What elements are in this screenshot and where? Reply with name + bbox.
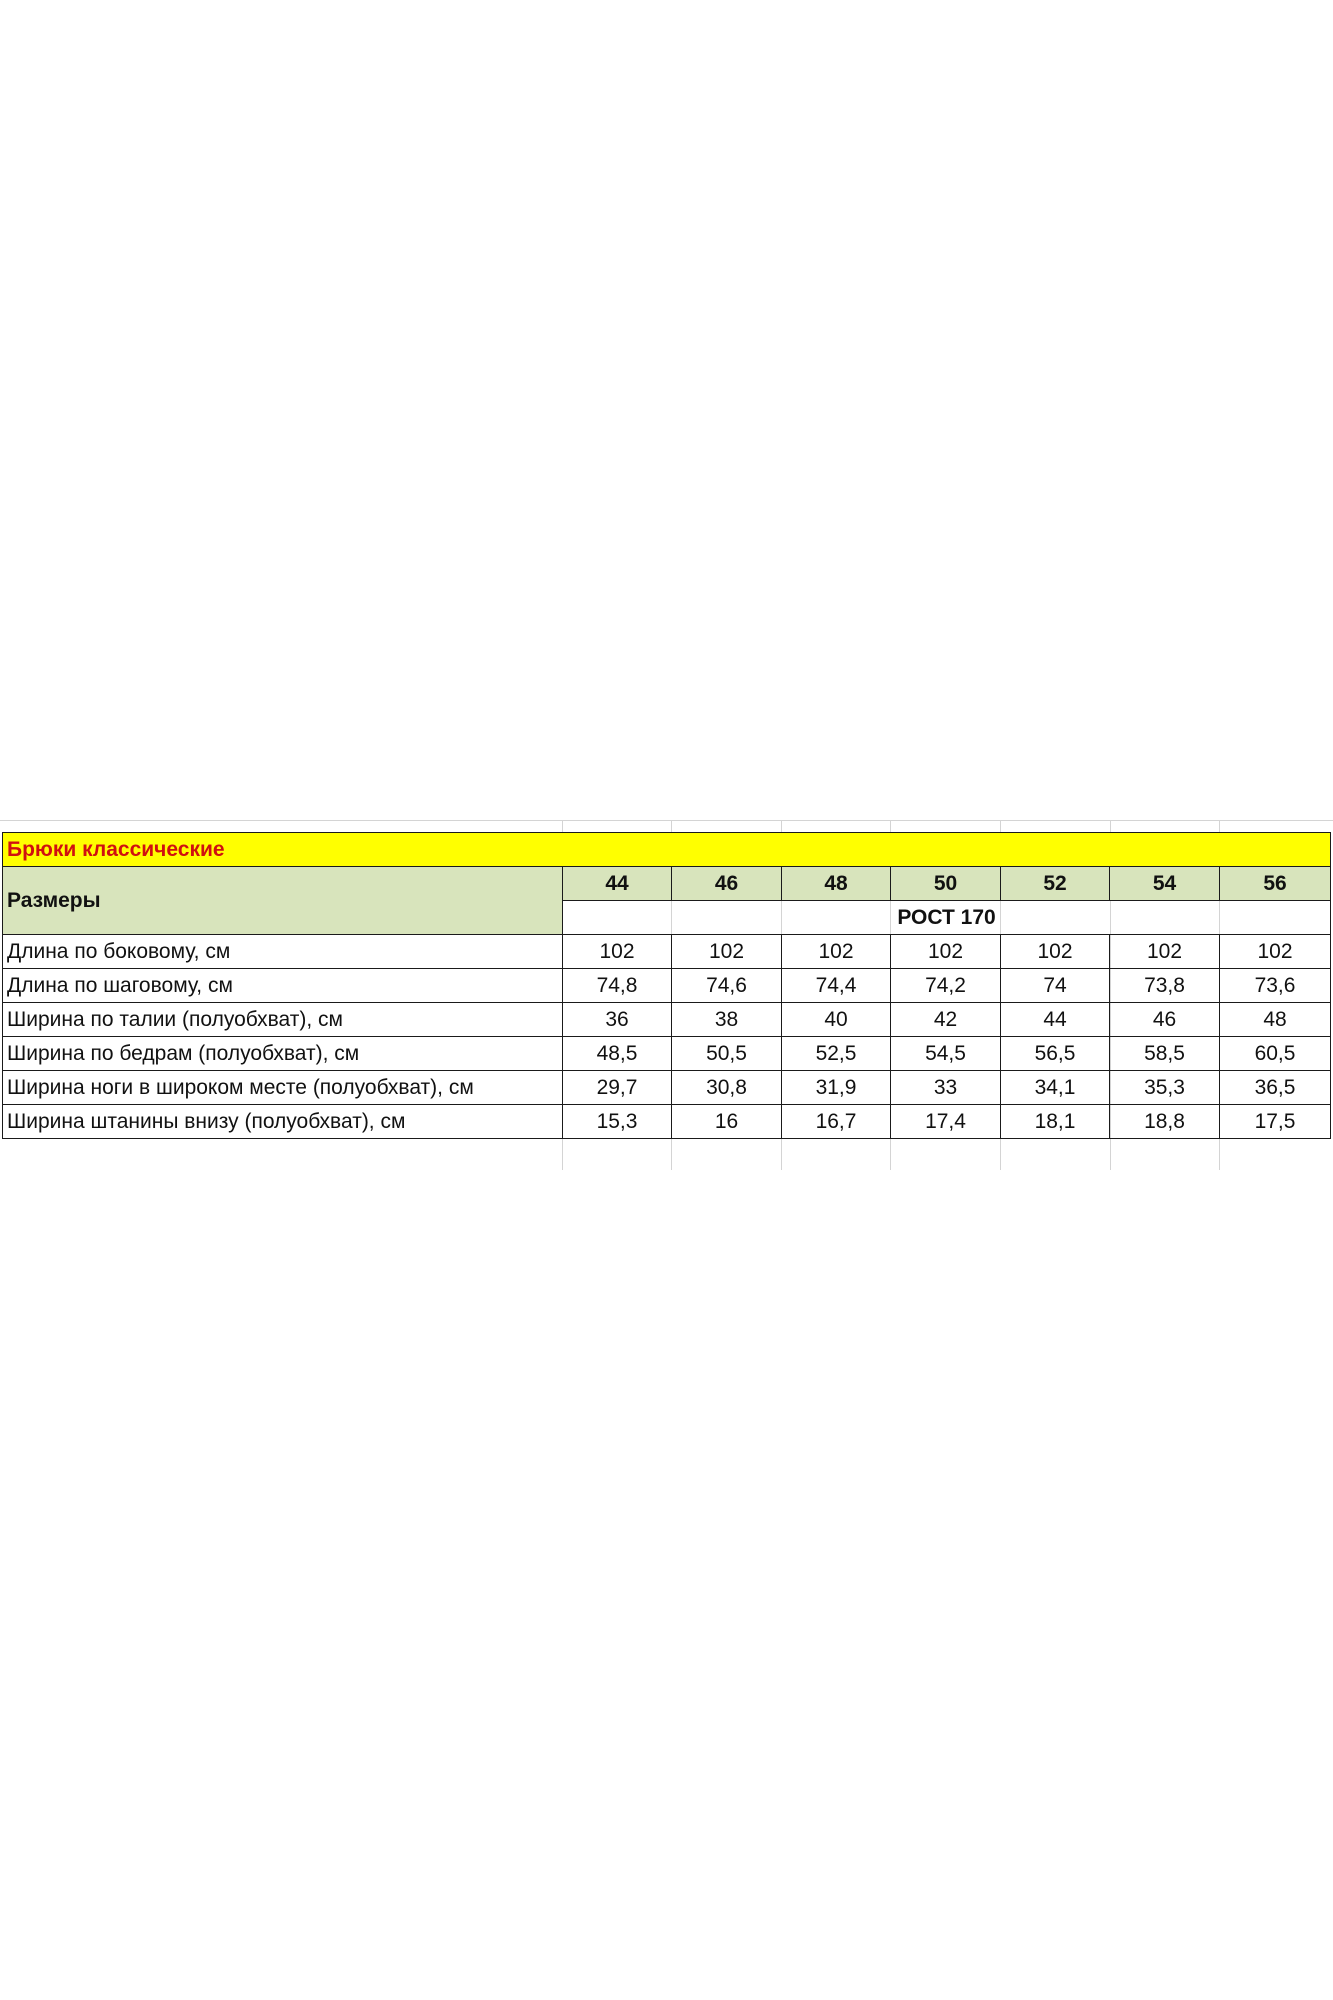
measurement-value[interactable]: 102 — [782, 935, 891, 969]
size-header[interactable]: 50 — [891, 867, 1001, 901]
measurement-value[interactable]: 74 — [1001, 969, 1110, 1003]
measurement-value[interactable]: 33 — [891, 1071, 1001, 1105]
measurement-value[interactable]: 34,1 — [1001, 1071, 1110, 1105]
measurement-value[interactable]: 102 — [672, 935, 782, 969]
measurement-value[interactable]: 102 — [563, 935, 672, 969]
title-row — [3, 833, 1331, 867]
measurement-value[interactable]: 17,5 — [1220, 1105, 1331, 1139]
measurement-value[interactable]: 54,5 — [891, 1037, 1001, 1071]
size-header[interactable]: 54 — [1110, 867, 1220, 901]
sizes-header-row — [3, 867, 1331, 901]
table-row — [3, 1105, 1331, 1139]
measurement-value[interactable]: 16,7 — [782, 1105, 891, 1139]
table-title[interactable]: Брюки классические — [3, 833, 1331, 867]
table-row — [3, 1071, 1331, 1105]
size-header[interactable]: 48 — [782, 867, 891, 901]
measurement-value[interactable]: 60,5 — [1220, 1037, 1331, 1071]
measurement-value[interactable]: 48 — [1220, 1003, 1331, 1037]
measurement-value[interactable]: 35,3 — [1110, 1071, 1220, 1105]
measurement-value[interactable]: 36 — [563, 1003, 672, 1037]
measurement-value[interactable]: 31,9 — [782, 1071, 891, 1105]
measurement-label[interactable]: Ширина ноги в широком месте (полуобхват), см — [3, 1071, 563, 1105]
measurement-value[interactable]: 18,8 — [1110, 1105, 1220, 1139]
measurement-value[interactable]: 46 — [1110, 1003, 1220, 1037]
measurement-value[interactable]: 48,5 — [563, 1037, 672, 1071]
measurement-value[interactable]: 102 — [891, 935, 1001, 969]
size-chart-table — [2, 832, 1331, 1139]
table-row — [3, 935, 1331, 969]
measurement-value[interactable]: 18,1 — [1001, 1105, 1110, 1139]
measurement-value[interactable]: 17,4 — [891, 1105, 1001, 1139]
measurement-value[interactable]: 50,5 — [672, 1037, 782, 1071]
measurement-value[interactable]: 40 — [782, 1003, 891, 1037]
size-header[interactable]: 44 — [563, 867, 672, 901]
measurement-value[interactable]: 102 — [1110, 935, 1220, 969]
spreadsheet-area — [0, 820, 1333, 1180]
measurement-label[interactable]: Длина по шаговому, см — [3, 969, 563, 1003]
measurement-label[interactable]: Ширина штанины внизу (полуобхват), см — [3, 1105, 563, 1139]
size-header[interactable]: 56 — [1220, 867, 1331, 901]
size-header[interactable]: 46 — [672, 867, 782, 901]
measurement-value[interactable]: 102 — [1001, 935, 1110, 969]
measurement-value[interactable]: 52,5 — [782, 1037, 891, 1071]
measurement-value[interactable]: 30,8 — [672, 1071, 782, 1105]
sizes-label[interactable]: Размеры — [3, 867, 563, 935]
measurement-value[interactable]: 29,7 — [563, 1071, 672, 1105]
measurement-value[interactable]: 58,5 — [1110, 1037, 1220, 1071]
measurement-label[interactable]: Ширина по талии (полуобхват), см — [3, 1003, 563, 1037]
measurement-value[interactable]: 102 — [1220, 935, 1331, 969]
measurement-value[interactable]: 73,8 — [1110, 969, 1220, 1003]
measurement-value[interactable]: 38 — [672, 1003, 782, 1037]
measurement-value[interactable]: 16 — [672, 1105, 782, 1139]
measurement-value[interactable]: 56,5 — [1001, 1037, 1110, 1071]
measurement-value[interactable]: 74,4 — [782, 969, 891, 1003]
measurement-value[interactable]: 73,6 — [1220, 969, 1331, 1003]
gridline — [0, 820, 1333, 821]
measurement-value[interactable]: 74,2 — [891, 969, 1001, 1003]
table-row — [3, 1037, 1331, 1071]
table-row — [3, 1003, 1331, 1037]
measurement-value[interactable]: 42 — [891, 1003, 1001, 1037]
size-header[interactable]: 52 — [1001, 867, 1110, 901]
measurement-label[interactable]: Длина по боковому, см — [3, 935, 563, 969]
measurement-value[interactable]: 44 — [1001, 1003, 1110, 1037]
measurement-value[interactable]: 74,8 — [563, 969, 672, 1003]
measurement-value[interactable]: 36,5 — [1220, 1071, 1331, 1105]
height-label[interactable]: РОСТ 170 — [563, 901, 1331, 935]
measurement-value[interactable]: 74,6 — [672, 969, 782, 1003]
table-row — [3, 969, 1331, 1003]
measurement-value[interactable]: 15,3 — [563, 1105, 672, 1139]
measurement-label[interactable]: Ширина по бедрам (полуобхват), см — [3, 1037, 563, 1071]
